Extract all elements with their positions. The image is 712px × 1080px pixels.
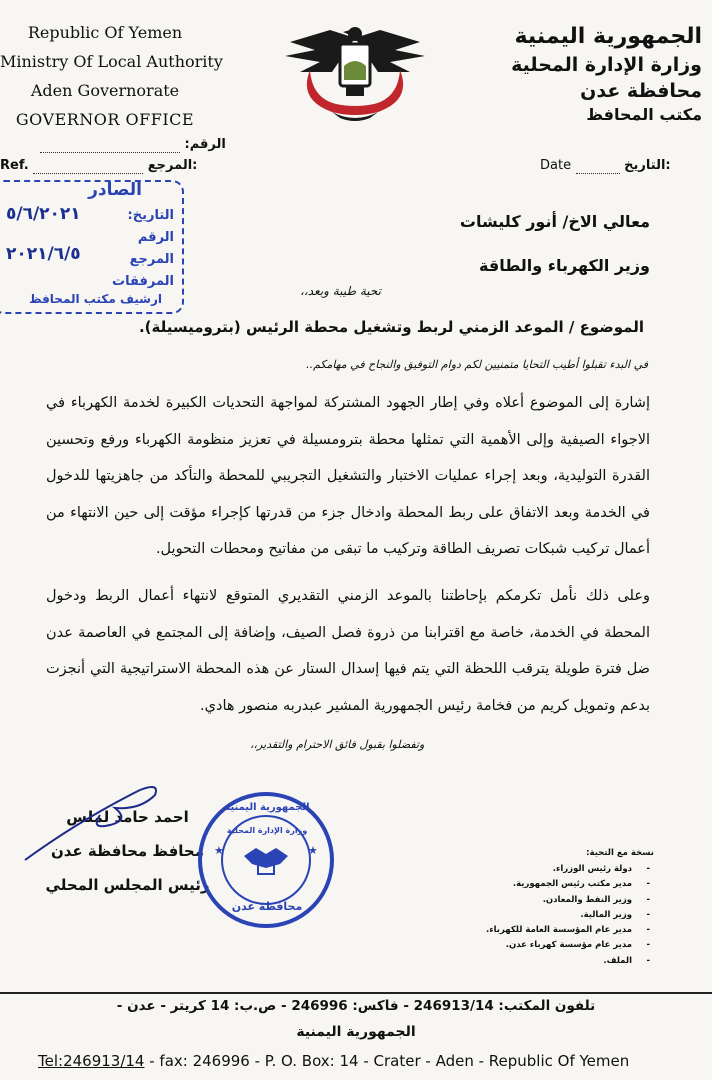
addressee-title: وزير الكهرباء والطاقة <box>479 256 650 275</box>
closing-line: وتفضلوا بقبول فائق الاحترام والتقدير،، <box>250 738 425 751</box>
ref-dots <box>33 158 143 174</box>
footer-tel: Tel:246913/14 <box>38 1052 145 1070</box>
footer-arabic-contact: تلفون المكتب: 246913/14 - فاكس: 246996 - ص.ب: 14 كريتر - عدن - <box>116 998 596 1014</box>
stamp-number-label: الرقم <box>137 230 174 245</box>
opening-line: في البدء تقبلوا أطيب التحايا متمنيين لكم دوام التوفيق والنجاح في مهامكم.. <box>306 358 648 371</box>
body-paragraph-1: إشارة إلى الموضوع أعلاه وفي إطار الجهود المشتركة لمواجهة التحديات الكبيرة لخدمة الكهرباء في الاجواء الصيفية وإلى الأهمية التي تمثلها محطة بترومسيلة في تعزيز منظومة الكهرباء ورفع وتحسين القدرة التوليدية، وبعد إجراء عمليات الاختبار والتشغيل التجريبي للمحطة والتأكد من جاهزيتها للدخول في الخدمة وبعد الاتفاق على ربط المحطة وادخال جزء من قدرتها كإجراء مؤقت إلى حين الانتهاء من أعمال تركيب شبكات تصريف الطاقة وتركيب ما تبقى من مفاتيح ومحطات التحويل. <box>46 395 650 557</box>
number-field <box>40 137 226 153</box>
number-dots <box>40 137 180 153</box>
cc-list <box>484 848 654 971</box>
header-en-line1: Republic Of Yemen <box>27 23 183 42</box>
cc-item: - دولة رئيس الوزراء. <box>484 864 632 874</box>
footer-en-rest: - fax: 246996 - P. O. Box: 14 - Crater - Aden - Republic Of Yemen <box>144 1052 630 1070</box>
addressee <box>460 200 650 288</box>
handwritten-signature-icon <box>20 780 170 870</box>
stamp-archive: ارشيف مكتب المحافظ <box>29 292 162 306</box>
stamp-ref-label: المرجع <box>129 252 174 267</box>
header-en-line4: GOVERNOR OFFICE <box>15 110 195 129</box>
stamp-attachments-label: المرفقات <box>112 274 174 289</box>
signer-title-2: رئيس المجلس المحلي <box>45 876 210 894</box>
cc-item: - مدير مكتب رئيس الجمهورية. <box>484 879 632 889</box>
header-english <box>0 18 223 134</box>
date-label-ar: التاريخ: <box>624 158 671 173</box>
footer-english-contact <box>38 1052 629 1070</box>
subject-line: الموضوع / الموعد الزمني لربط وتشغيل محطة الرئيس (بتروميسيلة). <box>138 318 644 336</box>
header-en-line3: Aden Governorate <box>30 81 180 100</box>
header-ar-line3: محافظة عدن <box>580 80 702 102</box>
date-dots <box>576 158 620 174</box>
ref-field <box>0 158 206 174</box>
stamp-title: الصادر <box>88 180 142 200</box>
svg-text:★: ★ <box>308 844 318 857</box>
header-ar-line1: الجمهورية اليمنية <box>514 24 702 49</box>
body-paragraph-2: وعلى ذلك نأمل تكرمكم بإحاطتنا بالموعد الزمني التقديري المتوقع لانتهاء أعمال الربط ودخول المحطة في الخدمة، خاصة مع اقترابنا من ذروة فصل الصيف، وإضافة إلى المجتمع في العاصمة عدن ضل فترة طويلة يترقب اللحظة التي يتم فيها إسدال الستار عن هذه المحطة الاستراتيجية التي أنجزت بدعم وتمويل كريم من فخامة رئيس الجمهورية المشير عبدربه منصور هادي. <box>46 588 650 714</box>
signer-name: احمد حامد لملس <box>66 808 189 826</box>
header-en-line2: Ministry Of Local Authority <box>0 52 223 71</box>
ref-label-en: Ref. <box>0 158 29 173</box>
cc-item: - وزير النفط والمعادن. <box>484 895 632 905</box>
cc-item: - مدير عام المؤسسة العامة للكهرباء. <box>484 925 632 935</box>
cc-item: - مدير عام مؤسسة كهرباء عدن. <box>484 940 632 950</box>
seal-mid-text: وزارة الإدارة المحلية <box>226 826 308 835</box>
svg-text:★: ★ <box>214 844 224 857</box>
header-arabic <box>492 22 702 126</box>
date-field <box>540 158 671 174</box>
addressee-name: معالي الاخ/ أنور كليشات <box>459 212 650 231</box>
footer-arabic-country: الجمهورية اليمنية <box>296 1024 416 1040</box>
header-ar-line2: وزارة الإدارة المحلية <box>511 54 702 76</box>
seal-bottom-text: محافظة عدن <box>231 900 303 913</box>
cc-title: نسخة مع التحية: <box>586 848 654 858</box>
ref-label-ar: المرجع: <box>147 158 198 173</box>
outgoing-stamp <box>0 180 184 314</box>
date-label-en: Date <box>540 158 572 173</box>
cc-item: - الملف. <box>484 956 632 966</box>
stamp-date-handwritten: ٥/٦/٢٠٢١ <box>6 204 81 224</box>
seal-top-text: الجمهورية اليمنية <box>224 802 310 813</box>
number-label: الرقم: <box>184 137 226 152</box>
footer-divider <box>0 992 712 994</box>
greeting: تحية طيبة وبعد،، <box>300 284 381 298</box>
header-ar-line4: مكتب المحافظ <box>586 105 702 124</box>
signer-title-1: محافظ محافظة عدن <box>50 842 205 860</box>
yemen-eagle-emblem-icon <box>270 20 440 130</box>
cc-item: - وزير المالية. <box>484 910 632 920</box>
stamp-ref-handwritten: ٢٠٢١/٦/٥ <box>6 244 81 264</box>
stamp-date-label: التاريخ: <box>127 208 174 223</box>
